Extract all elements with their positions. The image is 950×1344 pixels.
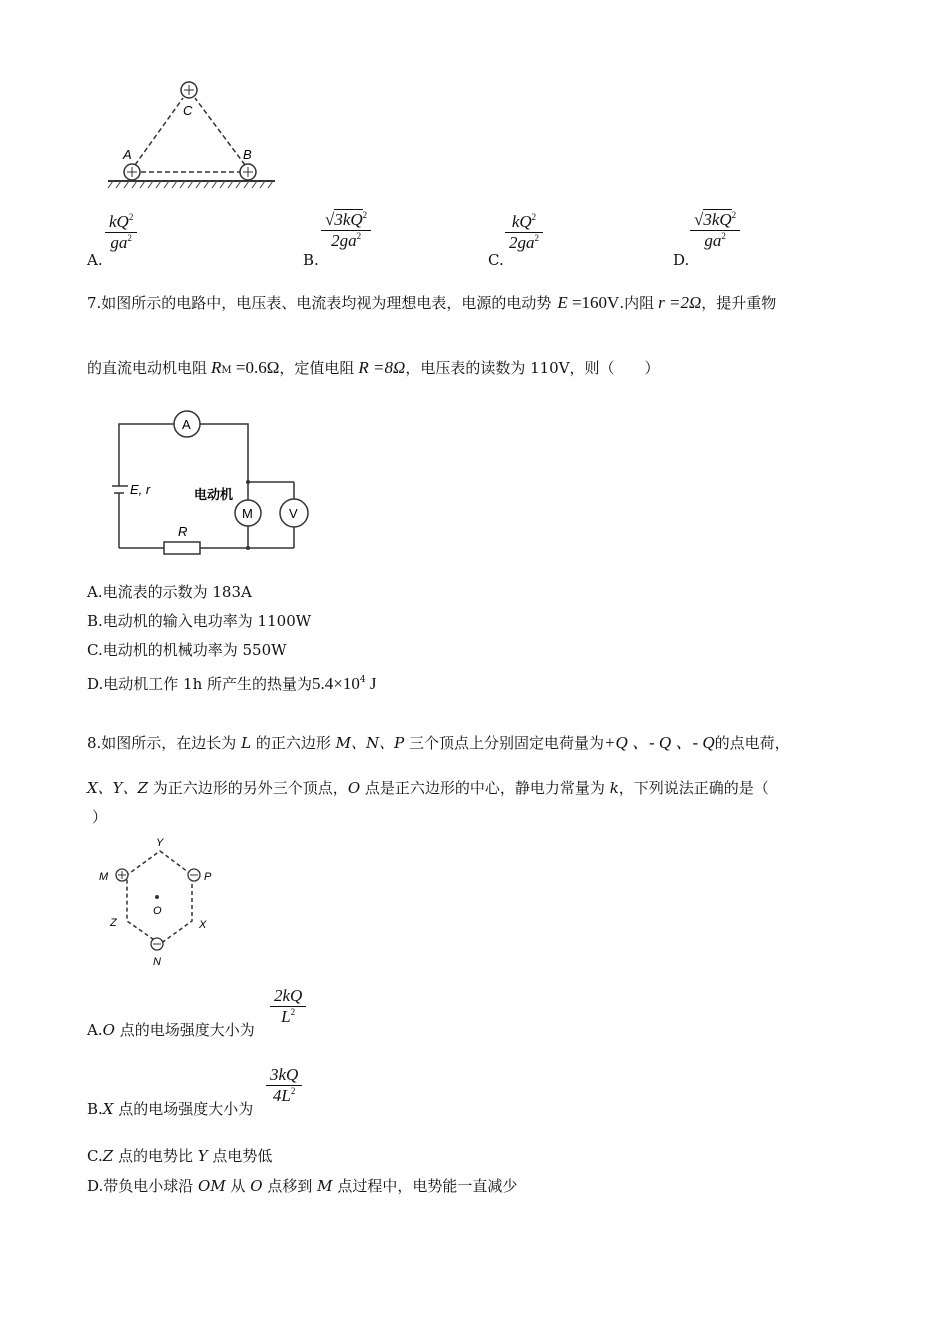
- q8-option-c: C.Z 点的电势比 Y 点电势低: [87, 1147, 273, 1165]
- q7-option-a: A.电流表的示数为 183A: [87, 583, 252, 601]
- q8-stem-line1: 8.如图所示，在边长为 L 的正六边形 M、N、P 三个顶点上分别固定电荷量为+Q 、- Q 、- Q的点电荷，: [87, 733, 790, 752]
- hex-label-p: P: [204, 871, 212, 883]
- q7-option-b: B.电动机的输入电功率为 1100W: [87, 612, 312, 630]
- label-b: B: [243, 147, 252, 162]
- hexagon-figure: [95, 833, 225, 973]
- q7-option-c: C.电动机的机械功率为 550W: [87, 641, 287, 659]
- circuit-figure: [112, 402, 312, 560]
- q7-stem-line1: 7.如图所示的电路中，电压表、电流表均视为理想电表，电源的电动势 E =160V.内阻 r =2Ω，提升重物: [87, 293, 777, 312]
- q8-option-d: D.带负电小球沿 OM 从 O 点移到 M 点过程中，电势能一直减少: [87, 1177, 518, 1195]
- q6-option-b-formula: $√3kQ^2$ $2ga^2$: [321, 210, 371, 250]
- q6-option-a-formula: $kQ^2$ $ga^2$: [105, 212, 137, 252]
- charge-m-positive: [116, 869, 128, 881]
- q8-option-a-formula: 2kQ $L^2$: [270, 986, 306, 1026]
- q7-stem-line2: 的直流电动机电阻 RM =0.6Ω，定值电阻 R =8Ω，电压表的读数为 110V，则（ ）: [87, 358, 660, 377]
- motor-letter: M: [242, 506, 253, 521]
- hex-label-y: Y: [156, 837, 164, 849]
- label-c: C: [183, 103, 193, 118]
- hex-label-n: N: [153, 956, 161, 968]
- q7-option-d: D.电动机工作 1h 所产生的热量为$5.4\times 10^4$ J: [87, 674, 377, 693]
- q8-option-a: A.O 点的电场强度大小为: [87, 1021, 255, 1039]
- ammeter-label: A: [182, 417, 191, 432]
- hex-label-o: O: [153, 905, 162, 917]
- hex-label-m: M: [99, 871, 109, 883]
- triangle-charges-figure: [105, 75, 280, 195]
- hex-label-z: Z: [110, 917, 117, 929]
- motor-caption: 电动机: [194, 488, 234, 503]
- q8-option-b-formula: 3kQ $4L^2$: [266, 1065, 302, 1105]
- q8-stem-line3: ）: [92, 808, 108, 826]
- charge-a: [124, 164, 140, 180]
- charge-n-negative: [151, 938, 163, 950]
- q8-option-b: B.X 点的电场强度大小为: [87, 1100, 254, 1118]
- q6-option-d-formula: $√3kQ^2$ $ga^2$: [690, 210, 740, 250]
- q6-option-c-label: C.: [488, 251, 504, 269]
- source-label: E, r: [130, 482, 151, 497]
- q6-option-c-formula: $kQ^2$ $2ga^2$: [505, 212, 543, 252]
- charge-b: [240, 164, 256, 180]
- charge-c: [181, 82, 197, 98]
- q6-option-b-label: B.: [303, 251, 319, 269]
- q8-stem-line2: X、Y、Z 为正六边形的另外三个顶点，O 点是正六边形的中心，静电力常量为 k，下列说法正确的是（: [87, 779, 769, 797]
- hex-label-x: X: [199, 919, 207, 931]
- q6-option-a-label: A.: [87, 251, 103, 269]
- voltmeter-label: V: [289, 506, 298, 521]
- label-a: A: [123, 147, 132, 162]
- charge-p-negative: [188, 869, 200, 881]
- q6-option-d-label: D.: [673, 251, 690, 269]
- resistor-label: R: [178, 524, 188, 539]
